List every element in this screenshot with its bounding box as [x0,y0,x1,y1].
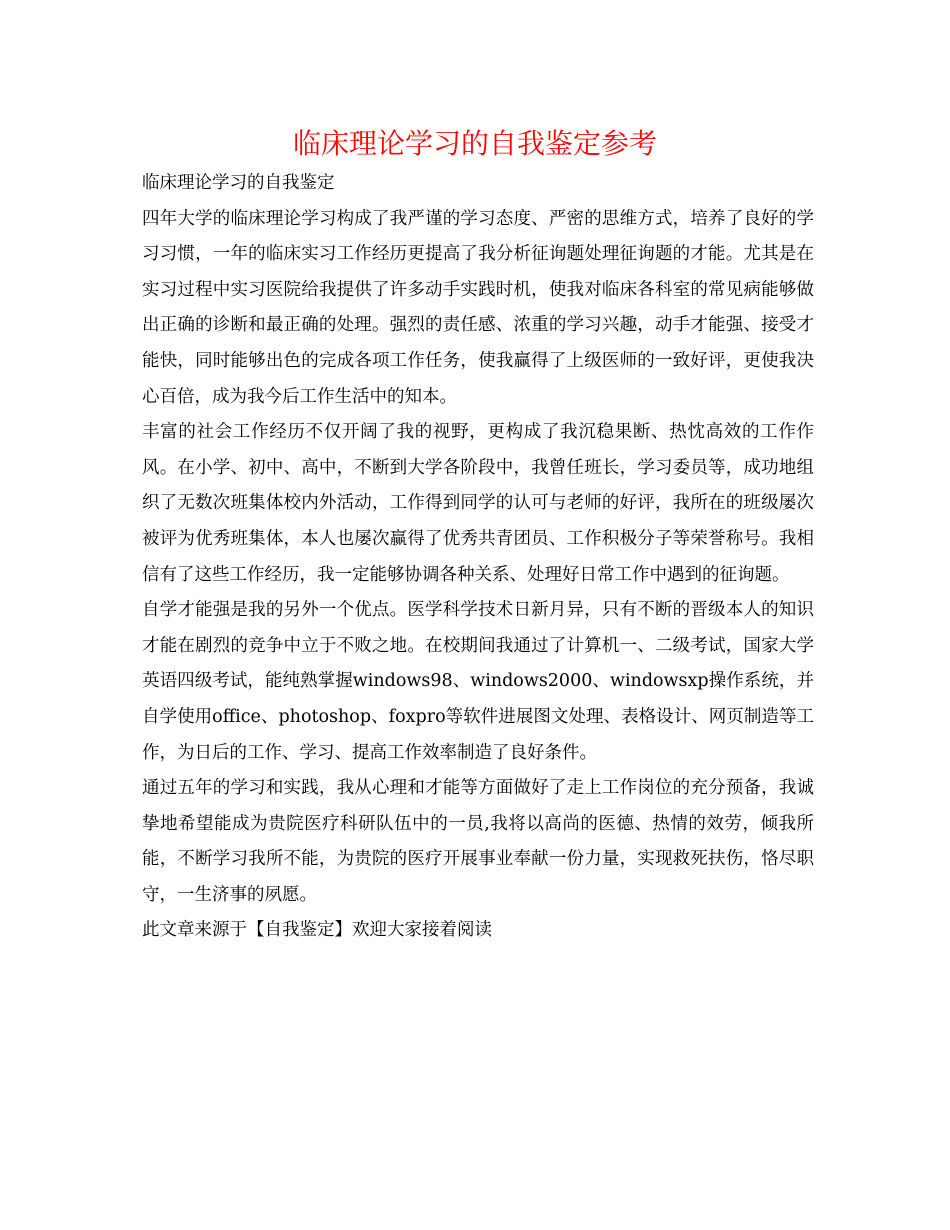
paragraph-3: 自学才能强是我的另外一个优点。医学科学技术日新月异，只有不断的晋级本人的知识才能在剧烈的竞争中立于不败之地。在校期间我通过了计算机一、二级考试，国家大学英语四级考试，能纯熟掌握windows98、windows2000、windowsxp操作系统，并自学使用office、photoshop、foxpro等软件进展图文处理、表格设计、网页制造等工作，为日后的工作、学习、提高工作效率制造了良好条件。 [142,600,814,763]
paragraph-2: 丰富的社会工作经历不仅开阔了我的视野，更构成了我沉稳果断、热忱高效的工作作风。在小学、初中、高中，不断到大学各阶段中，我曾任班长，学习委员等，成功地组织了无数次班集体校内外活动，工作得到同学的认可与老师的好评，我所在的班级屡次被评为优秀班集体，本人也屡次赢得了优秀共青团员、工作积极分子等荣誉称号。我相信有了这些工作经历，我一定能够协调各种关系、处理好日常工作中遇到的征询题。 [142,422,814,585]
page-title: 临床理论学习的自我鉴定参考 [292,127,657,160]
document-body [142,166,814,949]
document-subtitle: 临床理论学习的自我鉴定 [142,173,335,193]
paragraph-1: 四年大学的临床理论学习构成了我严谨的学习态度、严密的思维方式，培养了良好的学习习惯，一年的临床实习工作经历更提高了我分析征询题处理征询题的才能。尤其是在实习过程中实习医院给我提供了许多动手实践时机，使我对临床各科室的常见病能够做出正确的诊断和最正确的处理。强烈的责任感、浓重的学习兴趣，动手才能强、接受才能快，同时能够出色的完成各项工作任务，使我赢得了上级医师的一致好评，更使我决心百倍，成为我今后工作生活中的知本。 [142,208,814,407]
paragraph-4: 通过五年的学习和实践，我从心理和才能等方面做好了走上工作岗位的充分预备，我诚挚地希望能成为贵院医疗科研队伍中的一员,我将以高尚的医德、热情的效劳，倾我所能，不断学习我所不能，为贵院的医疗开展事业奉献一份力量，实现救死扶伤，恪尽职守，一生济事的夙愿。 [142,778,814,905]
source-note: 此文章来源于【自我鉴定】欢迎大家接着阅读 [142,920,492,941]
